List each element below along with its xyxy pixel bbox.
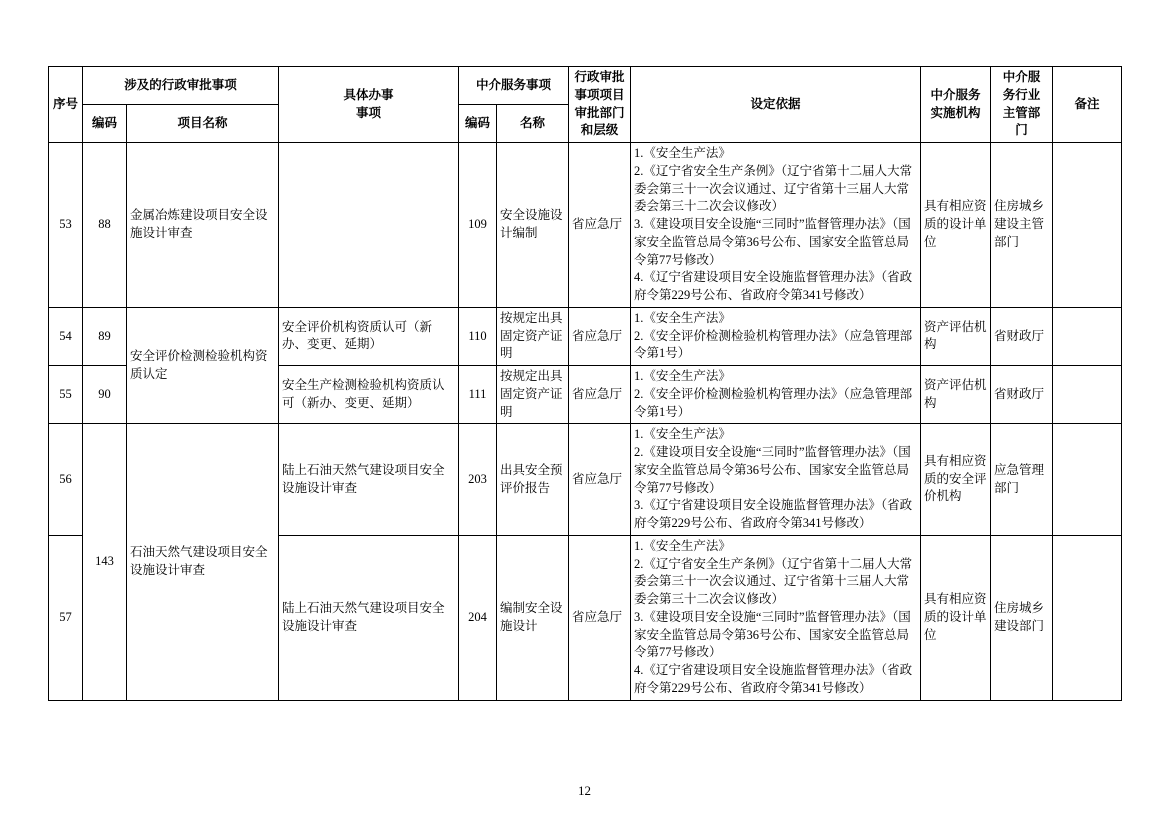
header-seq: 序号 — [49, 67, 83, 143]
cell-basis — [631, 424, 921, 536]
table-row — [49, 307, 1122, 365]
basis-item: 3.《建设项目安全设施“三同时”监督管理办法》（国家安全监管总局令第36号公布、国家安全监管总局令第77号修改） — [634, 217, 911, 267]
header-basis: 设定依据 — [631, 67, 921, 143]
header-impl-org-l2: 实施机构 — [930, 105, 981, 120]
cell-code1: 89 — [83, 307, 127, 365]
table-row — [49, 143, 1122, 308]
cell-seq: 55 — [49, 366, 83, 424]
header-approval-dept — [569, 67, 631, 143]
cell-approval-dept: 省应急厅 — [569, 307, 631, 365]
basis-item: 2.《安全评价检测检验机构管理办法》（应急管理部令第1号） — [634, 328, 913, 361]
table-row — [49, 424, 1122, 536]
header-admin-approval-group: 涉及的行政审批事项 — [83, 67, 279, 105]
cell-code2: 204 — [459, 535, 497, 700]
cell-name2: 安全设施设计编制 — [497, 143, 569, 308]
cell-concrete-matter: 陆上石油天然气建设项目安全设施设计审查 — [279, 424, 459, 536]
basis-item: 3.《建设项目安全设施“三同时”监督管理办法》（国家安全监管总局令第36号公布、国家安全监管总局令第77号修改） — [634, 609, 911, 660]
cell-impl-org: 具有相应资质的设计单位 — [921, 535, 991, 700]
cell-concrete-matter: 安全评价机构资质认可（新办、变更、延期） — [279, 307, 459, 365]
cell-concrete-matter — [279, 143, 459, 308]
basis-item: 1.《安全生产法》 — [634, 369, 731, 383]
cell-remark — [1053, 535, 1122, 700]
cell-name2: 编制安全设施设计 — [497, 535, 569, 700]
header-remark: 备注 — [1053, 67, 1122, 143]
cell-impl-org: 具有相应资质的设计单位 — [921, 143, 991, 308]
intermediary-service-table — [48, 66, 1122, 701]
header-approval-dept-l3: 审批部门 — [574, 105, 625, 120]
basis-item: 1.《安全生产法》 — [634, 146, 731, 160]
cell-concrete-matter: 陆上石油天然气建设项目安全设施设计审查 — [279, 535, 459, 700]
header-approval-dept-l1: 行政审批 — [574, 70, 625, 84]
cell-concrete-matter: 安全生产检测检验机构资质认可（新办、变更、延期） — [279, 366, 459, 424]
basis-item: 2.《辽宁省安全生产条例》（辽宁省第十二届人大常委会第三十一次会议通过、辽宁省第十三届人大常委会第三十二次会议修改） — [634, 163, 913, 214]
basis-item: 4.《辽宁省建设项目安全设施监督管理办法》（省政府令第229号公布、省政府令第341号修改） — [634, 270, 913, 302]
cell-remark — [1053, 424, 1122, 536]
cell-approval-dept: 省应急厅 — [569, 424, 631, 536]
table-header — [49, 67, 1122, 143]
cell-code1: 90 — [83, 366, 127, 424]
cell-basis — [631, 366, 921, 424]
cell-basis — [631, 143, 921, 308]
cell-gov-dept: 省财政厅 — [991, 307, 1053, 365]
header-impl-org — [921, 67, 991, 143]
cell-seq: 54 — [49, 307, 83, 365]
header-intermediary-group: 中介服务事项 — [459, 67, 569, 105]
header-gov-dept-l4: 门 — [1015, 123, 1028, 138]
basis-item: 2.《安全评价检测检验机构管理办法》（应急管理部令第1号） — [634, 386, 913, 419]
cell-gov-dept: 省财政厅 — [991, 366, 1053, 424]
cell-impl-org: 资产评估机构 — [921, 307, 991, 365]
header-gov-dept-l3: 主管部 — [1002, 105, 1041, 120]
cell-impl-org: 具有相应资质的安全评价机构 — [921, 424, 991, 536]
header-concrete-matter-line2: 事项 — [356, 105, 382, 120]
cell-project-name: 石油天然气建设项目安全设施设计审查 — [127, 424, 279, 700]
cell-gov-dept: 应急管理部门 — [991, 424, 1053, 536]
cell-gov-dept: 住房城乡建设主管部门 — [991, 143, 1053, 308]
header-gov-dept — [991, 67, 1053, 143]
header-concrete-matter — [279, 67, 459, 143]
header-name2: 名称 — [497, 105, 569, 143]
header-code2: 编码 — [459, 105, 497, 143]
cell-code1: 88 — [83, 143, 127, 308]
cell-seq: 53 — [49, 143, 83, 308]
header-approval-dept-l2: 事项项目 — [574, 87, 625, 102]
cell-project-name: 安全评价检测检验机构资质认定 — [127, 307, 279, 424]
cell-approval-dept: 省应急厅 — [569, 143, 631, 308]
cell-impl-org: 资产评估机构 — [921, 366, 991, 424]
cell-code2: 110 — [459, 307, 497, 365]
header-concrete-matter-line1: 具体办事 — [343, 87, 394, 102]
cell-code1: 143 — [83, 424, 127, 700]
basis-item: 1.《安全生产法》 — [634, 538, 731, 553]
header-project-name: 项目名称 — [127, 105, 279, 143]
cell-gov-dept: 住房城乡建设部门 — [991, 535, 1053, 700]
cell-remark — [1053, 143, 1122, 308]
header-code1: 编码 — [83, 105, 127, 143]
basis-item: 4.《辽宁省建设项目安全设施监督管理办法》（省政府令第229号公布、省政府令第341号修改） — [634, 663, 913, 695]
cell-remark — [1053, 307, 1122, 365]
cell-code2: 203 — [459, 424, 497, 536]
header-gov-dept-l1: 中介服 — [1002, 70, 1041, 84]
cell-seq: 57 — [49, 535, 83, 700]
cell-remark — [1053, 366, 1122, 424]
page-number: 12 — [578, 783, 591, 798]
cell-name2: 按规定出具固定资产证明 — [497, 366, 569, 424]
cell-basis — [631, 307, 921, 365]
basis-item: 2.《辽宁省安全生产条例》（辽宁省第十二届人大常委会第三十一次会议通过、辽宁省第十三届人大常委会第三十二次会议修改） — [634, 556, 913, 606]
cell-project-name: 金属冶炼建设项目安全设施设计审查 — [127, 143, 279, 308]
cell-code2: 109 — [459, 143, 497, 308]
basis-item: 2.《建设项目安全设施“三同时”监督管理办法》（国家安全监管总局令第36号公布、国家安全监管总局令第77号修改） — [634, 445, 911, 495]
header-impl-org-l1: 中介服务 — [930, 87, 981, 102]
cell-approval-dept: 省应急厅 — [569, 366, 631, 424]
basis-item: 1.《安全生产法》 — [634, 427, 731, 442]
header-approval-dept-l4: 和层级 — [580, 123, 619, 138]
basis-item: 1.《安全生产法》 — [634, 310, 731, 325]
header-gov-dept-l2: 务行业 — [1002, 87, 1041, 102]
cell-name2: 按规定出具固定资产证明 — [497, 307, 569, 365]
cell-name2: 出具安全预评价报告 — [497, 424, 569, 536]
cell-approval-dept: 省应急厅 — [569, 535, 631, 700]
cell-seq: 56 — [49, 424, 83, 536]
cell-code2: 111 — [459, 366, 497, 424]
cell-basis — [631, 535, 921, 700]
basis-item: 3.《辽宁省建设项目安全设施监督管理办法》（省政府令第229号公布、省政府令第341号修改） — [634, 498, 913, 530]
